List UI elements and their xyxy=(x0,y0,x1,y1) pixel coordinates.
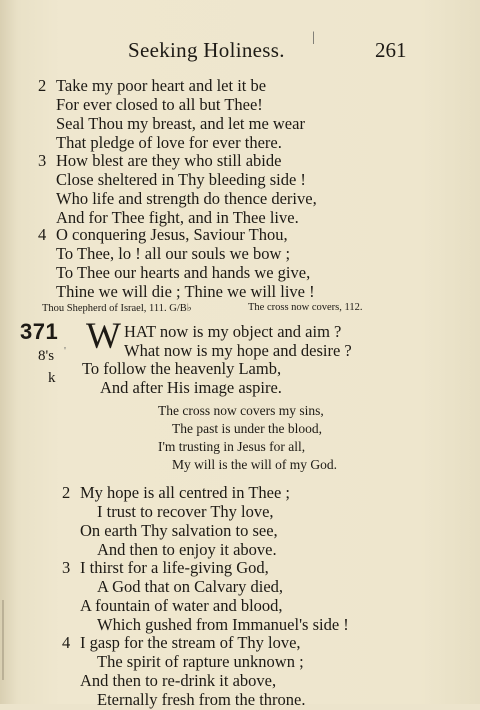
drop-cap: W xyxy=(86,316,121,357)
verse-line: Thine we will die ; Thine we will live ! xyxy=(56,282,315,301)
hymn-key: k xyxy=(48,370,56,386)
verse-line: What now is my hope and desire ? xyxy=(124,341,352,360)
verse-line: The spirit of rapture unknown ; xyxy=(97,652,304,671)
stanza-number: 4 xyxy=(38,225,47,244)
header-mark: | xyxy=(312,30,315,45)
page-number: 261 xyxy=(375,38,407,62)
verse-line: To follow the heavenly Lamb, xyxy=(82,359,282,378)
tune-left: Thou Shepherd of Israel, 111. G/B♭ xyxy=(42,303,192,314)
chorus-line: I'm trusting in Jesus for all, xyxy=(158,439,306,454)
verse-line: That pledge of love for ever there. xyxy=(56,133,282,152)
verse-line: I thirst for a life-giving God, xyxy=(80,558,269,577)
hymn-meter: 8's xyxy=(38,348,55,364)
stanza-number: 4 xyxy=(62,633,71,652)
verse-line: And after His image aspire. xyxy=(100,378,282,397)
verse-line: To Thee our hearts and hands we give, xyxy=(56,263,311,282)
stanza-number: 2 xyxy=(62,483,71,502)
verse-line: And then to enjoy it above. xyxy=(97,540,277,559)
verse-line: Close sheltered in Thy bleeding side ! xyxy=(56,170,306,189)
tune-right: The cross now covers, 112. xyxy=(248,302,363,313)
chorus-line: The cross now covers my sins, xyxy=(158,403,324,418)
chorus-line: The past is under the blood, xyxy=(172,421,322,436)
verse-line: Who life and strength do thence derive, xyxy=(56,189,317,208)
verse-line: How blest are they who still abide xyxy=(56,151,282,170)
stanza-number: 3 xyxy=(62,558,71,577)
verse-line: HAT now is my object and aim ? xyxy=(124,322,342,341)
verse-line: Which gushed from Immanuel's side ! xyxy=(97,615,349,634)
chorus-line: My will is the will of my God. xyxy=(172,457,337,472)
verse-line: On earth Thy salvation to see, xyxy=(80,521,278,540)
verse-line: To Thee, lo ! all our souls we bow ; xyxy=(56,244,291,263)
verse-line: O conquering Jesus, Saviour Thou, xyxy=(56,225,288,244)
verse-line: Seal Thou my breast, and let me wear xyxy=(56,114,305,133)
verse-line: I gasp for the stream of Thy love, xyxy=(80,633,301,652)
verse-line: My hope is all centred in Thee ; xyxy=(80,483,291,502)
margin-tick: ' xyxy=(64,345,66,357)
binding-edge xyxy=(2,600,4,680)
verse-line: For ever closed to all but Thee! xyxy=(56,95,263,114)
verse-line: I trust to recover Thy love, xyxy=(97,502,274,521)
hymn-number: 371 xyxy=(20,319,59,344)
page-header xyxy=(0,30,480,68)
tune-reference xyxy=(42,302,363,314)
verse-line: A fountain of water and blood, xyxy=(80,596,283,615)
verse-line: Take my poor heart and let it be xyxy=(56,76,267,95)
verse-line: And then to re-drink it above, xyxy=(80,671,277,690)
verse-line: And for Thee fight, and in Thee live. xyxy=(56,208,299,227)
section-title: Seeking Holiness. xyxy=(128,38,285,62)
stanza-number: 3 xyxy=(38,151,47,170)
stanza-number: 2 xyxy=(38,76,47,95)
verse-line: Eternally fresh from the throne. xyxy=(97,690,306,709)
verse-line: A God that on Calvary died, xyxy=(97,577,284,596)
